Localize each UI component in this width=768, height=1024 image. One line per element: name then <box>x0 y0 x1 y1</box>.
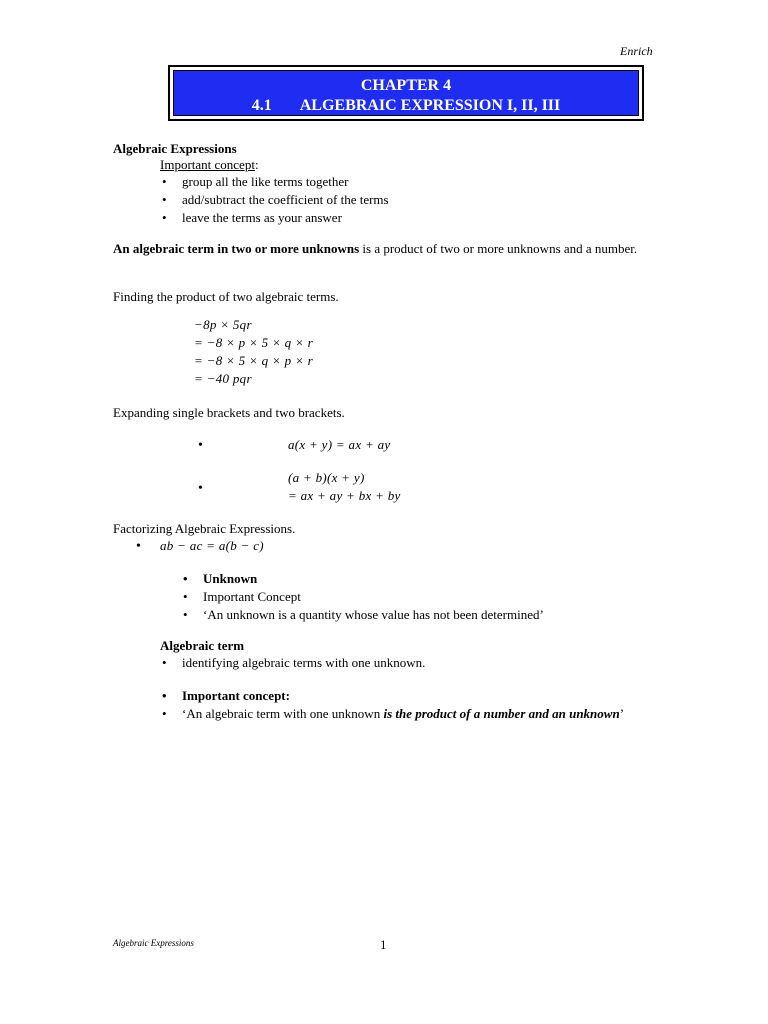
section-title: ALGEBRAIC EXPRESSION I, II, III <box>299 97 561 114</box>
chapter-banner-fill <box>173 70 639 116</box>
section-number: 4.1 <box>251 97 272 114</box>
important-concept-list <box>160 687 624 723</box>
chapter-title: CHAPTER 4 <box>360 77 452 94</box>
product-step-4: = −40 pqr <box>194 371 252 386</box>
product-step-3: = −8 × 5 × q × p × r <box>194 353 313 368</box>
section-title-line <box>174 96 638 116</box>
double-bracket-line-2: = ax + ay + bx + by <box>288 488 401 503</box>
expanding-intro: Expanding single brackets and two brackets. <box>113 405 345 420</box>
single-bracket-expression: a(x + y) = ax + ay <box>288 437 391 452</box>
quote-emphasis: is the product of a number and an unknown <box>383 706 620 721</box>
quote-close: ’ <box>619 706 625 721</box>
list-item: • Unknown <box>181 570 544 588</box>
factorizing-expression: ab − ac = a(b − c) <box>160 538 264 553</box>
product-step-1: −8p × 5qr <box>194 317 252 332</box>
list-item: • group all the like terms together <box>160 173 389 191</box>
algebraic-term-heading: Algebraic term <box>160 638 245 653</box>
algebraic-expressions-heading: Algebraic Expressions <box>113 141 237 156</box>
two-unknowns-rest: is a product of two or more unknowns and a number. <box>359 241 638 256</box>
list-item: • Important Concept <box>181 588 544 606</box>
list-item: • add/subtract the coefficient of the terms <box>160 191 389 209</box>
factorizing-intro: Factorizing Algebraic Expressions. <box>113 521 296 536</box>
expanding-bullet-1: • <box>198 438 203 453</box>
unknown-bullet-list <box>181 570 544 624</box>
important-concept-colon: : <box>254 157 259 172</box>
footer-label: Algebraic Expressions <box>113 938 194 948</box>
quote-open: ‘An algebraic term with one unknown <box>182 706 384 721</box>
list-item <box>160 705 624 723</box>
two-unknowns-paragraph <box>113 240 643 258</box>
factorizing-bullet: • <box>136 539 141 554</box>
chapter-banner <box>168 65 644 121</box>
algebraic-term-list <box>160 654 425 672</box>
page-number: 1 <box>380 937 387 952</box>
concept-bullet-list <box>160 173 389 227</box>
header-corner-label: Enrich <box>620 44 653 58</box>
list-item: • Important concept: <box>160 687 624 705</box>
list-item: • identifying algebraic terms with one unknown. <box>160 654 425 672</box>
two-unknowns-bold: An algebraic term in two or more unknowns <box>113 241 360 256</box>
important-concept-text: Important concept <box>160 157 255 172</box>
expanding-bullet-2: • <box>198 481 203 496</box>
list-item: • ‘An unknown is a quantity whose value has not been determined’ <box>181 606 544 624</box>
product-step-2: = −8 × p × 5 × q × r <box>194 335 313 350</box>
product-intro: Finding the product of two algebraic terms. <box>113 289 339 304</box>
list-item: • leave the terms as your answer <box>160 209 389 227</box>
important-concept-label <box>160 156 259 174</box>
double-bracket-line-1: (a + b)(x + y) <box>288 470 365 485</box>
